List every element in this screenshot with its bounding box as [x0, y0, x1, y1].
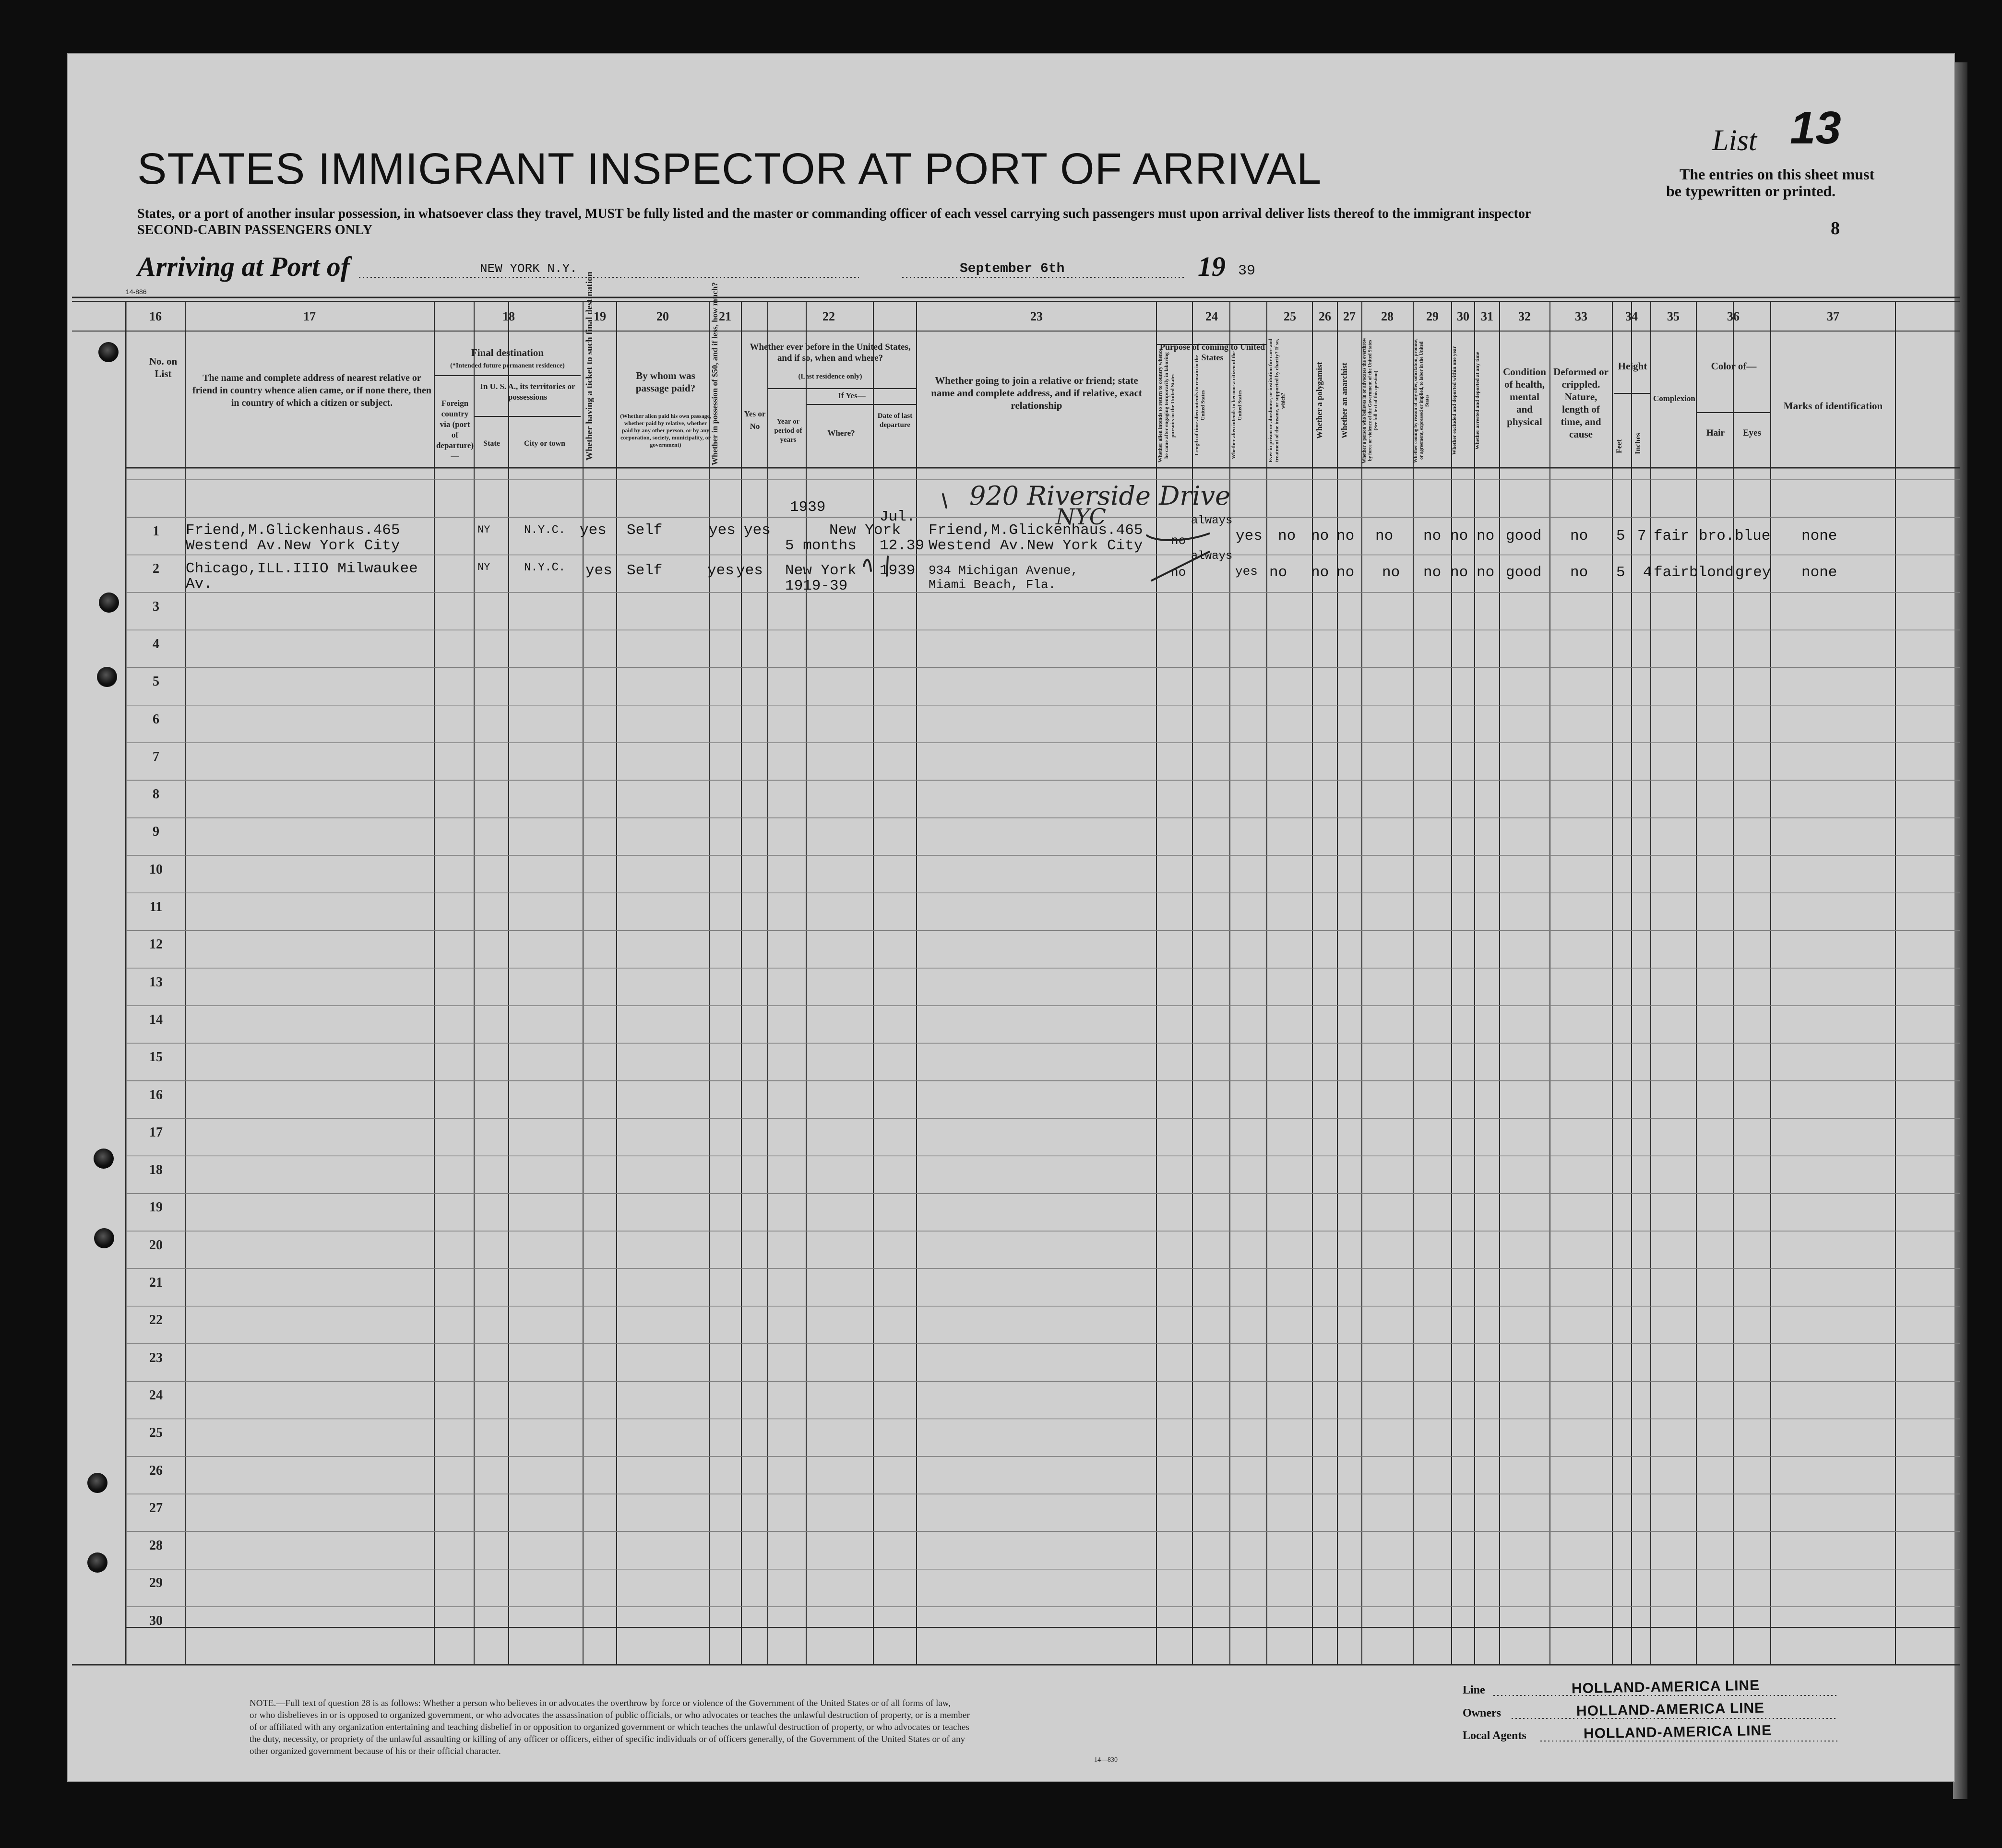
row2-city: N.Y.C. — [524, 561, 566, 574]
column-number: 32 — [1518, 309, 1531, 323]
row2-money: yes — [707, 562, 734, 579]
column-number: 16 — [149, 309, 162, 323]
col37-header: Marks of identification — [1783, 400, 1883, 412]
row2-complexion: fair — [1654, 564, 1690, 581]
column-number: 31 — [1481, 309, 1493, 323]
row2-feet: 5 — [1616, 564, 1625, 581]
row1-join-handwritten-l2: NYC — [1056, 504, 1107, 530]
form-code: 14-886 — [126, 288, 147, 296]
col21-header: Whether in possession of $50, and if less, how much? — [710, 282, 719, 465]
row-number: 27 — [149, 1500, 163, 1516]
row2-ticket: yes — [585, 562, 612, 579]
row2-polygamist: no — [1311, 564, 1329, 581]
sheet-number: 8 — [1831, 218, 1840, 238]
col26-header: Whether a polygamist — [1315, 362, 1324, 439]
col27-header: Whether an anarchist — [1340, 362, 1349, 439]
arriving-label: Arriving at Port of — [137, 251, 350, 282]
col24-title: Purpose of coming to United States — [1160, 342, 1265, 362]
row-number: 2 — [153, 561, 159, 577]
row1-return: no — [1171, 533, 1186, 548]
row1-city: N.Y.C. — [524, 524, 566, 537]
row-number: 16 — [149, 1087, 163, 1102]
col18-state: State — [483, 439, 500, 448]
row1-years-l1: 1939 — [790, 499, 826, 516]
row2-eyes: grey — [1735, 564, 1771, 581]
agents-stamp: HOLLAND-AMERICA LINE — [1583, 1722, 1772, 1742]
col22-sub: (Last residence only) — [798, 373, 862, 380]
date-value: September 6th — [960, 261, 1065, 276]
row2-deformed: no — [1570, 564, 1588, 581]
column-number: 28 — [1381, 309, 1394, 323]
row2-join-l1: 934 Michigan Avenue, — [929, 563, 1079, 578]
column-number: 20 — [656, 309, 669, 323]
col34-feet: Feet — [1615, 439, 1623, 453]
col35-header: Complexion — [1653, 394, 1695, 403]
row-number: 29 — [149, 1576, 163, 1591]
row2-before: yes — [736, 562, 763, 579]
column-number: 34 — [1625, 309, 1638, 323]
row2-citizen: yes — [1235, 564, 1258, 579]
list-number: 13 — [1790, 102, 1841, 154]
row1-years-l2: 5 months — [785, 537, 857, 554]
row2-inches: 4 — [1643, 564, 1652, 581]
col24-return: Whether alien intends to return to country whence he came after engaging temporarily in laboring pursuits in the United States — [1157, 348, 1176, 462]
note-line: other organized government because of his or their official character. — [250, 1746, 501, 1756]
row2-q28: no — [1382, 564, 1400, 581]
row-number: 18 — [149, 1162, 163, 1178]
list-label: List — [1712, 124, 1757, 157]
page-subtitle: States, or a port of another insular possession, in whatsoever class they travel, MUST be fully listed and the master or commanding officer of each vessel carrying such passengers must upon arrival deliver lists thereof to the immigrant inspector — [137, 206, 1531, 221]
col34-title: Height — [1618, 360, 1647, 372]
row-number: 17 — [149, 1125, 163, 1140]
col22-yesno: Yes or No — [744, 409, 766, 431]
owners-stamp: HOLLAND-AMERICA LINE — [1576, 1700, 1765, 1719]
col20-sub: (Whether alien paid his own passage, whether paid by relative, whether paid by any other person, or by any corporation, society, municipality, or government) — [620, 413, 711, 448]
row-number: 9 — [153, 824, 159, 840]
row-number: 1 — [153, 524, 159, 539]
row1-relative-l1: Friend,M.Glickenhaus.465 — [186, 522, 400, 539]
col36-eyes: Eyes — [1743, 428, 1761, 438]
row1-deformed: no — [1570, 528, 1588, 545]
row2-marks: none — [1801, 564, 1837, 581]
col29-header: Whether coming by reason of any offer, solicitation, promise, or agreement, expressed or implied, to labor in the United States — [1413, 338, 1430, 463]
col23-header: Whether going to join a relative or friend; state name and complete address, and if relative, exact relationship — [931, 375, 1142, 411]
row1-q29: no — [1423, 528, 1442, 545]
page-title: STATES IMMIGRANT INSPECTOR AT PORT OF ARRIVAL — [137, 144, 1322, 193]
year-suffix: 39 — [1238, 263, 1256, 279]
col24-length: Length of time alien intends to remain in the United States — [1194, 355, 1206, 456]
note-line: of or affiliated with any organization entertaining and teaching disbelief in or opposition to organized government or which teaches the unlawful destruction of property, or who advocates or teaches — [250, 1722, 969, 1732]
row-number: 22 — [149, 1313, 163, 1328]
row-number: 6 — [153, 711, 159, 727]
row-number: 7 — [153, 749, 159, 764]
row1-eyes: blue — [1735, 528, 1771, 545]
row-number: 15 — [149, 1050, 163, 1065]
owners-label: Owners — [1463, 1707, 1501, 1719]
row2-years-l1: New York — [785, 562, 857, 579]
row1-q28: no — [1375, 528, 1394, 545]
row1-ticket: yes — [580, 522, 607, 539]
col22-year: Year or period of years — [774, 418, 802, 444]
typewritten-note-2: be typewritten or printed. — [1666, 182, 1836, 200]
note-form-code: 14—830 — [1094, 1756, 1118, 1764]
col28-header: Whether a person who believes in or advocates the overthrow by force or violence of the Government of the United States (See full text of this question) — [1362, 338, 1379, 463]
row-number: 21 — [149, 1275, 163, 1290]
col16-header: No. on List — [149, 355, 178, 379]
row1-state: NY — [477, 524, 490, 536]
col19-header: Whether having a ticket to such final destination — [584, 272, 595, 461]
note-line: or who disbelieves in or is opposed to organized government, or who advocates the assassination of public officials, or who advocates or teaches the unlawful destruction of property, or is a member — [250, 1710, 970, 1720]
column-number: 25 — [1284, 309, 1296, 323]
row1-join-handwritten-l1: 920 Riverside Drive — [969, 481, 1230, 511]
row-number: 3 — [153, 599, 159, 614]
column-number: 26 — [1319, 309, 1331, 323]
row1-length: always — [1191, 514, 1233, 527]
column-number: 24 — [1205, 309, 1218, 323]
row2-state: NY — [477, 561, 490, 573]
row2-q29: no — [1423, 564, 1442, 581]
row-number: 13 — [149, 974, 163, 990]
row-number: 26 — [149, 1463, 163, 1478]
column-number: 23 — [1030, 309, 1043, 323]
col33-header: Deformed or crippled. Nature, length of time, and cause — [1553, 366, 1609, 440]
column-number: 17 — [303, 309, 316, 323]
column-number: 27 — [1343, 309, 1356, 323]
line-stamp: HOLLAND-AMERICA LINE — [1571, 1677, 1760, 1697]
row1-where: New York — [829, 522, 901, 539]
row1-paid-by: Self — [627, 522, 663, 539]
col36-hair: Hair — [1706, 428, 1725, 438]
column-number: 37 — [1827, 309, 1839, 323]
row1-money: yes — [709, 522, 736, 539]
row-number: 11 — [149, 900, 163, 914]
row-number: 19 — [149, 1200, 163, 1215]
col17-header: The name and complete address of nearest relative or friend in country whence alien came, or if none there, then in country of which a citizen or subject. — [192, 373, 432, 408]
row2-health: good — [1506, 564, 1542, 581]
row2-join-l2: Miami Beach, Fla. — [929, 578, 1056, 592]
column-number: 33 — [1575, 309, 1587, 323]
col22-title: Whether ever before in the United States, and if so, when and where? — [750, 342, 911, 363]
col31-header: Whether arrested and deported at any time — [1475, 352, 1480, 450]
row-number: 8 — [153, 787, 159, 802]
row2-paid-by: Self — [627, 562, 663, 579]
row1-departure-l2: 12.39 — [880, 537, 925, 554]
note-line: NOTE.—Full text of question 28 is as follows: Whether a person who believes in or advocates the overthrow by force or violence of the Government of the United States or of all forms of law, — [250, 1698, 951, 1708]
row-number: 20 — [149, 1237, 163, 1253]
column-number: 22 — [822, 309, 835, 323]
row1-hair: bro. — [1699, 528, 1735, 545]
row2-q31: no — [1477, 564, 1495, 581]
row-number: 14 — [149, 1012, 163, 1027]
row2-return: no — [1171, 565, 1186, 580]
row-number: 28 — [149, 1538, 163, 1553]
typewritten-note-1: The entries on this sheet must — [1680, 166, 1875, 183]
row1-anarchist: no — [1336, 528, 1355, 545]
note-line: the duty, necessity, or propriety of the unlawful assaulting or killing of any officer or officers, either of specific individuals or of officers generally, of the Government of the United States or of any — [250, 1734, 965, 1744]
col18-usa: In U. S. A., its territories or possessions — [480, 382, 575, 402]
row1-citizen: yes — [1236, 528, 1263, 545]
row2-hair: blond — [1689, 564, 1734, 581]
col18-title: Final destination — [471, 347, 544, 358]
col32-header: Condition of health, mental and physical — [1503, 366, 1546, 427]
row1-inches: 7 — [1637, 528, 1646, 545]
column-number: 18 — [502, 309, 515, 323]
row-number: 30 — [149, 1613, 163, 1628]
col25-header: Ever in prison or almshouse, or institution for care and treatment of the insane, or supported by charity? If so, which? — [1268, 338, 1286, 463]
column-number: 21 — [719, 309, 731, 323]
col22-where: Where? — [827, 428, 855, 438]
col30-header: Whether excluded and deported within one year — [1452, 346, 1457, 455]
row1-join-l1: Friend,M.Glickenhaus.465 — [929, 522, 1143, 539]
row1-feet: 5 — [1616, 528, 1625, 545]
column-number: 35 — [1667, 309, 1680, 323]
col34-inches: Inches — [1634, 433, 1642, 455]
row1-before: yes — [744, 522, 771, 539]
port-value: NEW YORK N.Y. — [480, 261, 577, 276]
col22-date: Date of last departure — [877, 412, 913, 429]
row1-prison: no — [1278, 528, 1296, 545]
row-number: 25 — [149, 1425, 163, 1441]
row1-q30: no — [1450, 528, 1468, 545]
row1-complexion: fair — [1654, 528, 1690, 545]
row2-prison: no — [1269, 564, 1287, 581]
col18-city: City or town — [524, 439, 565, 448]
column-number: 29 — [1426, 309, 1439, 323]
row1-marks: none — [1801, 528, 1837, 545]
row1-health: good — [1506, 528, 1542, 545]
col22-ifyes: If Yes— — [838, 391, 866, 400]
year-prefix: 19 — [1198, 251, 1226, 282]
row2-departure-l1: 1939 — [880, 562, 916, 579]
row2-years-l2: 1919-39 — [785, 578, 848, 594]
row2-relative-l1: Chicago,ILL.IIIO Milwaukee — [186, 560, 418, 577]
agents-label: Local Agents — [1463, 1730, 1526, 1742]
row2-anarchist: no — [1336, 564, 1355, 581]
col36-title: Color of— — [1711, 360, 1757, 372]
row-number: 4 — [153, 636, 159, 652]
row2-length: always — [1191, 550, 1233, 563]
col20-title: By whom was passage paid? — [635, 370, 696, 394]
cabin-class: SECOND-CABIN PASSENGERS ONLY — [137, 223, 373, 237]
row2-relative-l2: Av. — [186, 576, 213, 592]
row-number: 23 — [149, 1350, 163, 1365]
col18-sub: (*Intended future permanent residence) — [450, 362, 565, 369]
row1-relative-l2: Westend Av.New York City — [186, 537, 400, 554]
row-number: 24 — [149, 1387, 163, 1403]
row-number: 5 — [153, 674, 159, 689]
column-number: 30 — [1457, 309, 1469, 323]
line-label: Line — [1463, 1684, 1485, 1696]
row2-q30: no — [1450, 564, 1468, 581]
col18-foreign: Foreign country via (port of departure)— — [436, 399, 474, 461]
row1-q31: no — [1477, 528, 1495, 545]
column-number: 19 — [594, 309, 606, 323]
column-number: 36 — [1727, 309, 1740, 323]
row1-polygamist: no — [1311, 528, 1329, 545]
col24-citizen: Whether alien intends to become a citizen of the United States — [1231, 351, 1243, 460]
row-number: 12 — [149, 937, 163, 952]
row1-departure-l1: Jul. — [880, 509, 916, 525]
row1-join-l2: Westend Av.New York City — [929, 537, 1143, 554]
row-number: 10 — [149, 862, 163, 877]
